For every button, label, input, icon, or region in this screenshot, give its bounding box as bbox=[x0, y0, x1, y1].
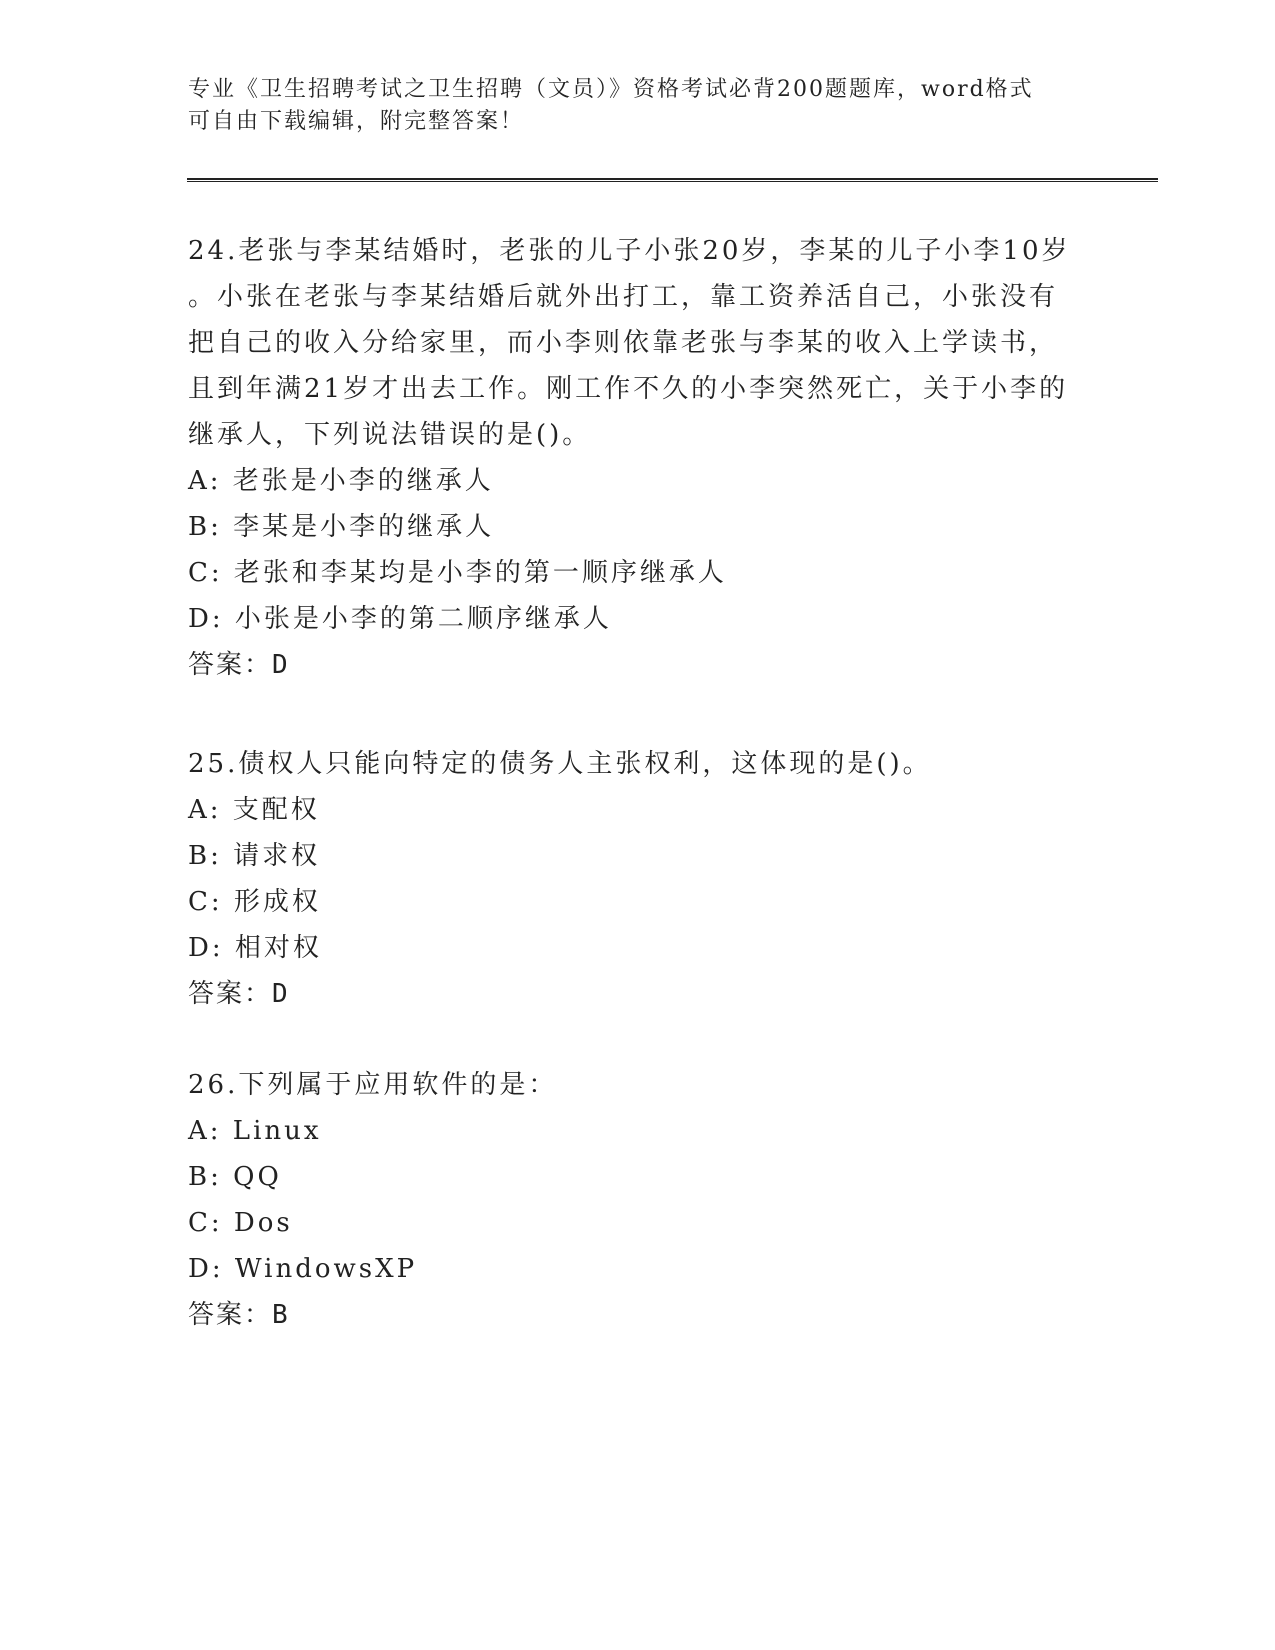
document-header bbox=[188, 74, 1088, 138]
option-b: B: QQ bbox=[188, 1162, 282, 1192]
option-b: B: 请求权 bbox=[188, 841, 321, 871]
option-c: C: 形成权 bbox=[188, 887, 321, 917]
answer-label: 答案： bbox=[188, 1300, 273, 1330]
answer-value: D bbox=[272, 979, 290, 1009]
answer-label: 答案： bbox=[188, 650, 273, 680]
question-stem-line: 继承人，下列说法错误的是()。 bbox=[188, 420, 592, 450]
option-a: A: 支配权 bbox=[188, 795, 320, 825]
question-25 bbox=[188, 741, 1088, 1017]
question-stem-line: 25.债权人只能向特定的债务人主张权利，这体现的是()。 bbox=[188, 749, 932, 779]
question-26 bbox=[188, 1062, 1088, 1338]
question-stem-line: 把自己的收入分给家里，而小李则依靠老张与李某的收入上学读书， bbox=[188, 328, 1059, 358]
answer-value: B bbox=[272, 1300, 290, 1330]
answer-line bbox=[188, 971, 1088, 1017]
question-stem-line: 且到年满21岁才出去工作。刚工作不久的小李突然死亡，关于小李的 bbox=[188, 374, 1069, 404]
question-24 bbox=[188, 228, 1088, 688]
option-a: A: 老张是小李的继承人 bbox=[188, 466, 494, 496]
question-stem-line: 24.老张与李某结婚时，老张的儿子小张20岁，李某的儿子小李10岁 bbox=[188, 236, 1071, 266]
answer-line bbox=[188, 1292, 1088, 1338]
header-line-1: 专业《卫生招聘考试之卫生招聘（文员）》资格考试必背200题题库，word格式 bbox=[188, 77, 1034, 102]
answer-value: D bbox=[272, 650, 290, 680]
option-c: C: 老张和李某均是小李的第一顺序继承人 bbox=[188, 558, 727, 588]
option-a: A: Linux bbox=[188, 1116, 322, 1146]
option-d: D: 小张是小李的第二顺序继承人 bbox=[188, 604, 612, 634]
option-c: C: Dos bbox=[188, 1208, 293, 1238]
option-b: B: 李某是小李的继承人 bbox=[188, 512, 495, 542]
option-d: D: WindowsXP bbox=[188, 1254, 418, 1284]
option-d: D: 相对权 bbox=[188, 933, 322, 963]
header-divider bbox=[187, 178, 1158, 182]
question-stem-line: 26.下列属于应用软件的是： bbox=[188, 1070, 558, 1100]
answer-line bbox=[188, 642, 1088, 688]
answer-label: 答案： bbox=[188, 979, 273, 1009]
question-stem-line: 。小张在老张与李某结婚后就外出打工，靠工资养活自己，小张没有 bbox=[188, 282, 1059, 312]
header-line-2: 可自由下载编辑，附完整答案！ bbox=[188, 109, 525, 134]
